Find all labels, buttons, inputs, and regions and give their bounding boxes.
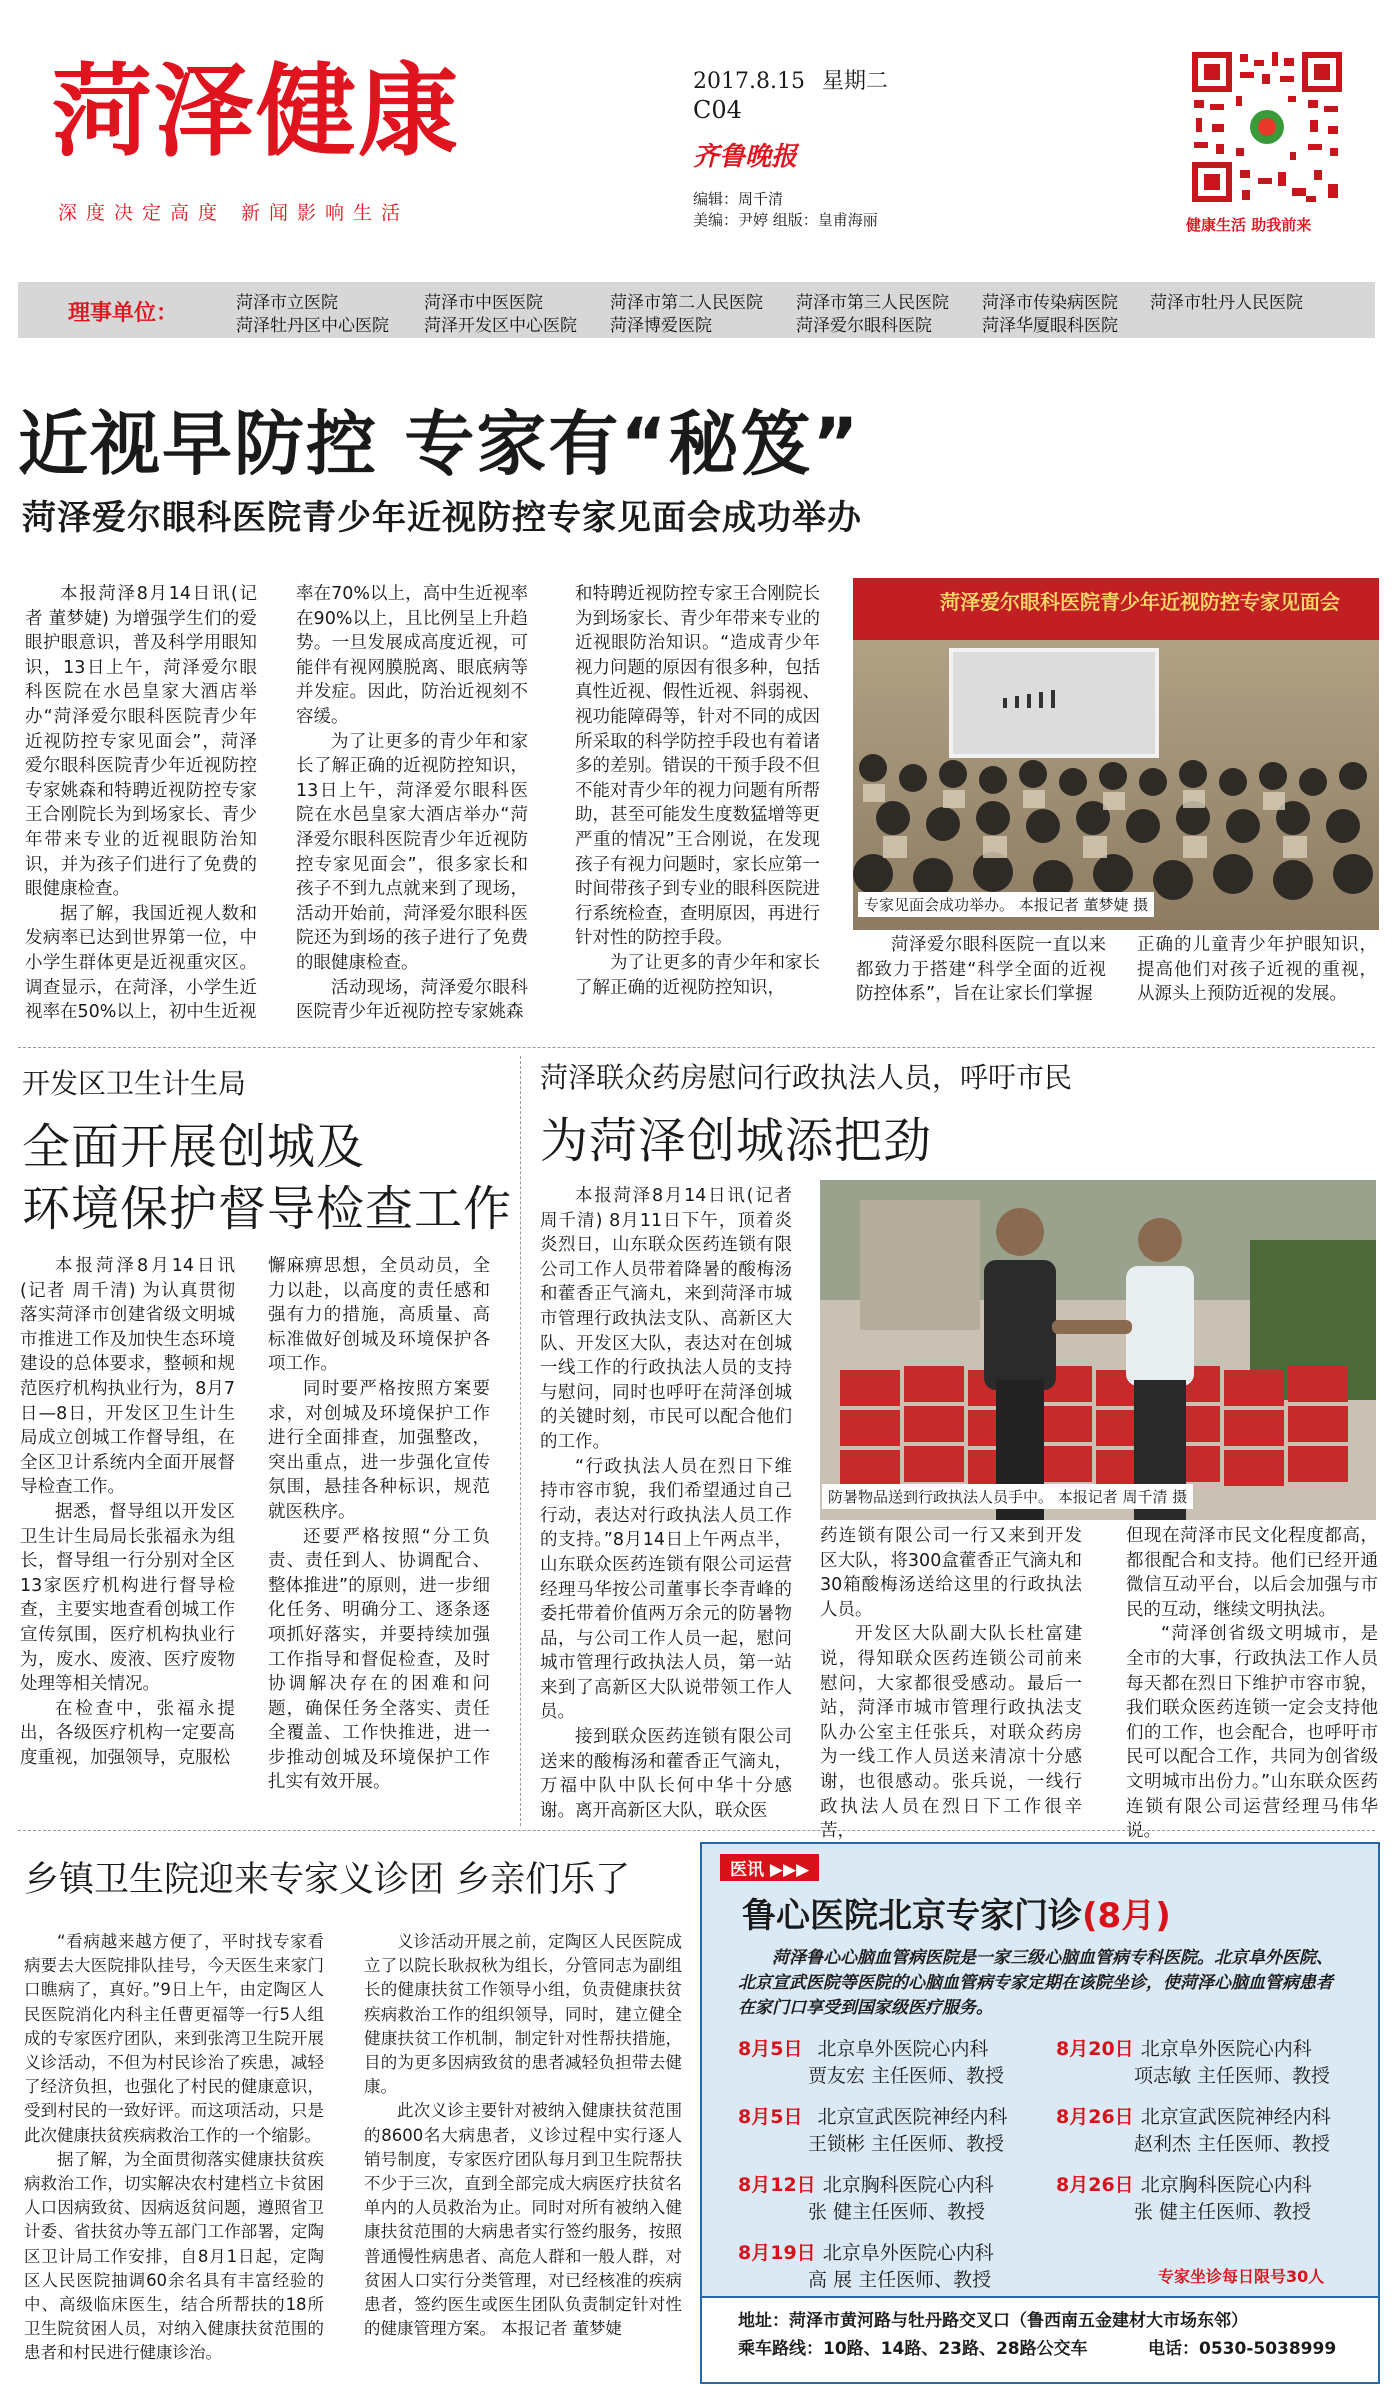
member-item: 菏泽市立医院 bbox=[236, 293, 338, 313]
paragraph: 懈麻痹思想，全员动员，全力以赴，以高度的责任感和强有力的措施，高质量、高标准做好创城及环境保护各项工作。 bbox=[268, 1256, 490, 1375]
paragraph: “行政执法人员在烈日下维持市容市貌，我们希望通过自己行动，表达对行政执法人员工作的支持。”8月14日上午两点半，山东联众医药连锁有限公司运营经理马华按公司董事长李青峰的委托带着价值两万余元的防暑物品，与公司工作人员一起，慰问城市管理行政执法人员，第一站来到了高新区大队说带领工作人员。 bbox=[540, 1456, 792, 1723]
masthead-tagline: 深度决定高度 新闻影响生活 bbox=[58, 202, 410, 224]
member-item: 菏泽牡丹区中心医院 bbox=[236, 316, 389, 336]
column-divider bbox=[520, 1056, 521, 1826]
paragraph: 本报菏泽8月14日讯(记者 周千清) 为认真贯彻落实菏泽市创建省级文明城市推进工作及加快生态环境建设的总体要求，整顿和规范医疗机构执业行为，8月7日—8日，开发区卫生计生局成立创城工作督导组，在全区卫计系统内全面开展督导检查工作。 bbox=[20, 1256, 235, 1498]
editor-credit: 编辑：周千清 bbox=[693, 190, 784, 208]
paragraph: 还要严格按照“分工负责、责任到人、协调配合、整体推进”的原则，进一步细化任务、明确分工、逐条逐项抓好落实，并要持续加强工作指导和督促检查，及时协调解决存在的困难和问题，确保任务全落实、责任全覆盖、工作快推进，进一步推动创城及环境保护工作扎实有效开展。 bbox=[268, 1526, 490, 1793]
section-divider bbox=[18, 1830, 1375, 1831]
ad-entry bbox=[1056, 2170, 1376, 2238]
story4-column-2 bbox=[364, 1930, 682, 2341]
ad-doctor: 张 健主任医师、教授 bbox=[808, 2201, 986, 2223]
ad-doctor: 项志敏 主任医师、教授 bbox=[1134, 2065, 1331, 2087]
ad-doctor: 王锁彬 主任医师、教授 bbox=[808, 2133, 1005, 2155]
ad-tag: 医讯 ▶▶▶ bbox=[720, 1854, 819, 1881]
paragraph: 据了解，为全面贯彻落实健康扶贫疾病救治工作，切实解决农村建档立卡贫困人口因病致贫、因病返贫问题，遵照省卫计委、省扶贫办等五部门工作部署，定陶区卫计局工作安排，自8月1日起，定陶区人民医院抽调60余名具有丰富经验的中、高级临床医生，结合所帮扶的18所卫生院贫困人员，对纳入健康扶贫范围的患者和村民进行健康诊治。 bbox=[24, 2149, 324, 2363]
lead-subhead: 菏泽爱尔眼科医院青少年近视防控专家见面会成功举办 bbox=[22, 498, 862, 538]
lead-headline: 近视早防控 专家有“秘笈” bbox=[18, 403, 861, 485]
ad-title-wrap bbox=[742, 1888, 1171, 1937]
member-item: 菏泽博爱医院 bbox=[610, 316, 712, 336]
ad-address: 地址：菏泽市黄河路与牡丹路交叉口（鲁西南五金建材大市场东邻） bbox=[738, 2311, 1248, 2331]
story3-column-1 bbox=[540, 1184, 792, 1823]
paragraph: 接到联众医药连锁有限公司送来的酸梅汤和藿香正气滴丸，万福中队中队长何中华十分感谢。离开高新区大队，联众医 bbox=[540, 1727, 792, 1821]
lead-column-3 bbox=[575, 582, 820, 1000]
ad-dept: 北京宣武医院神经内科 bbox=[817, 2106, 1008, 2128]
lead-column-1 bbox=[25, 582, 257, 1025]
ad-phone: 电话：0530-5038999 bbox=[1148, 2339, 1337, 2359]
hospital-ad bbox=[700, 1842, 1380, 2384]
story3-column-3 bbox=[1126, 1524, 1378, 1844]
handshake-photo bbox=[820, 1180, 1376, 1520]
ad-route: 乘车路线：10路、14路、23路、28路公交车 bbox=[738, 2339, 1088, 2359]
story2-headline-line1: 全面开展创城及 bbox=[22, 1119, 366, 1175]
paragraph: 据悉，督导组以开发区卫生计生局局长张福永为组长，督导组一行分别对全区13家医疗机构进行督导检查，主要实地查看创城工作宣传氛围，医疗机构执业行为，废水、废液、医疗废物处理等相关情况。 bbox=[20, 1501, 235, 1695]
ad-note: 专家坐诊每日限号30人 bbox=[1158, 2267, 1325, 2286]
ad-date: 8月26日 bbox=[1056, 2174, 1134, 2196]
paragraph: 开发区大队副大队长杜富建说，得知联众医药连锁公司前来慰问，大家都很受感动。最后一站，菏泽市城市管理行政执法支队办公室主任张兵，对联众药房为一线工作人员送来清凉十分感谢，也很感动。张兵说，一线行政执法人员在烈日下工作很辛苦， bbox=[820, 1624, 1082, 1842]
ad-entry bbox=[738, 2034, 1058, 2102]
qr-caption: 健康生活 助我前来 bbox=[1186, 216, 1312, 234]
member-item: 菏泽开发区中心医院 bbox=[424, 316, 577, 336]
paragraph: 为了让更多的青少年和家长了解正确的近视防控知识， bbox=[575, 952, 820, 998]
paragraph: 据了解，我国近视人数和发病率已达到世界第一位，中小学生群体更是近视重灾区。调查显示，在菏泽，小学生近视率在50%以上，初中生近视 bbox=[25, 903, 257, 1023]
story2-column-1 bbox=[20, 1254, 235, 1770]
paragraph: 正确的儿童青少年护眼知识，提高他们对孩子近视的重视，从源头上预防近视的发展。 bbox=[1137, 935, 1377, 1005]
ad-doctor: 贾友宏 主任医师、教授 bbox=[808, 2065, 1005, 2087]
paragraph: 和特聘近视防控专家王合刚院长为到场家长、青少年带来专业的近视眼防治知识。“造成青少年视力问题的原因有很多种，包括真性近视、假性近视、斜弱视、视功能障碍等，针对不同的成因所采取的科学防控手段也有着诸多的差别。错误的干预手段不但不能对青少年的视力问题有所帮助，甚至可能发生度数猛增等更严重的情况”王合刚说，在发现孩子有视力问题时，家长应第一时间带孩子到专业的眼科医院进行系统检查，查明原因，再进行针对性的防控手段。 bbox=[575, 584, 820, 949]
ad-dept: 北京阜外医院心内科 bbox=[1140, 2038, 1312, 2060]
issue-date bbox=[693, 64, 888, 95]
design-credit: 美编：尹婷 组版：皇甫海丽 bbox=[693, 211, 878, 229]
lead-photo bbox=[853, 578, 1379, 930]
paragraph: 活动现场，菏泽爱尔眼科医院青少年近视防控专家姚森 bbox=[296, 977, 528, 1023]
paper-logo: 齐鲁晚报 bbox=[693, 142, 798, 172]
ad-date: 8月5日 bbox=[738, 2106, 803, 2128]
members-label: 理事单位： bbox=[68, 301, 179, 326]
story3-photo-caption: 防暑物品送到行政执法人员手中。 本报记者 周千清 摄 bbox=[822, 1484, 1193, 1509]
story4-headline: 乡镇卫生院迎来专家义诊团 乡亲们乐了 bbox=[24, 1860, 631, 1900]
paragraph: 本报菏泽8月14日讯(记者 董梦婕) 为增强学生们的爱眼护眼意识，普及科学用眼知识，13日上午，菏泽爱尔眼科医院在水邑皇家大酒店举办“菏泽爱尔眼科医院青少年近视防控专家见面会”，菏泽爱尔眼科医院青少年近视防控专家姚森和特聘近视防控专家王合刚院长为到场家长、青少年带来专业的近视眼防治知识，并为孩子们进行了免费的眼健康检查。 bbox=[25, 584, 257, 900]
weekday: 星期二 bbox=[821, 69, 888, 94]
date: 2017.8.15 bbox=[693, 69, 805, 94]
ad-dept: 北京胸科医院心内科 bbox=[822, 2174, 994, 2196]
story2-kicker: 开发区卫生计生局 bbox=[22, 1067, 247, 1100]
story3-photo bbox=[820, 1180, 1376, 1520]
qr-code-graphic bbox=[1188, 48, 1346, 206]
qr-code bbox=[1188, 48, 1346, 206]
story3-kicker: 菏泽联众药房慰问行政执法人员，呼吁市民 bbox=[540, 1061, 1073, 1094]
ad-schedule-left bbox=[738, 2034, 1058, 2306]
paragraph: 为了让更多的青少年和家长了解正确的近视防控知识，13日上午，菏泽爱尔眼科医院在水邑皇家大酒店举办“菏泽爱尔眼科医院青少年近视防控专家见面会”，很多家长和孩子不到九点就来到了现场，活动开始前，菏泽爱尔眼科医院还为到场的孩子进行了免费的眼健康检查。 bbox=[296, 731, 528, 973]
ad-date: 8月12日 bbox=[738, 2174, 816, 2196]
story3-headline: 为菏泽创城添把劲 bbox=[540, 1113, 933, 1169]
story2-headline-line2: 环境保护督导检查工作 bbox=[22, 1181, 513, 1237]
member-item: 菏泽市传染病医院 bbox=[982, 293, 1118, 313]
ad-dept: 北京阜外医院心内科 bbox=[817, 2038, 989, 2060]
ad-dept: 北京阜外医院心内科 bbox=[822, 2242, 994, 2264]
member-item: 菏泽市中医医院 bbox=[424, 293, 543, 313]
story2-column-2 bbox=[268, 1254, 490, 1795]
paragraph: “菏泽创省级文明城市，是全市的大事，行政执法工作人员每天都在烈日下维护市容市貌，我们联众医药连锁一定会支持他们的工作，也会配合，也呼吁市民可以配合工作，共同为创省级文明城市出份力。”山东联众医药连锁有限公司运营经理马伟华说。 bbox=[1126, 1624, 1378, 1842]
paragraph: 义诊活动开展之前，定陶区人民医院成立了以院长耿叔秋为组长，分管同志为副组长的健康扶贫工作领导小组，负责健康扶贫疾病救治工作的组织领导，同时，建立健全健康扶贫工作机制，制定针对性帮扶措施，目的为更多因病致贫的患者减轻负担带去健康。 bbox=[364, 1932, 682, 2097]
story3-column-2 bbox=[820, 1524, 1082, 1844]
lead-column-4 bbox=[856, 933, 1106, 1007]
paragraph: 但现在菏泽市民文化程度都高，都很配合和支持。他们已经开通微信互动平台，以后会加强与市民的互动，继续文明执法。 bbox=[1126, 1526, 1378, 1620]
ad-date: 8月26日 bbox=[1056, 2106, 1134, 2128]
ad-month: (8月) bbox=[1082, 1896, 1171, 1936]
ad-title: 鲁心医院北京专家门诊 bbox=[742, 1896, 1082, 1936]
ad-doctor: 赵利杰 主任医师、教授 bbox=[1134, 2133, 1331, 2155]
page-number: C04 bbox=[693, 96, 742, 124]
ad-date: 8月5日 bbox=[738, 2038, 803, 2060]
paragraph: 率在70%以上，高中生近视率在90%以上，且比例呈上升趋势。一旦发展成高度近视，可能伴有视网膜脱离、眼底病等并发症。因此，防治近视刻不容缓。 bbox=[296, 584, 528, 727]
ad-entry bbox=[738, 2170, 1058, 2238]
paragraph: 菏泽爱尔眼科医院一直以来都致力于搭建“科学全面的近视防控体系”，旨在让家长们掌握 bbox=[856, 935, 1106, 1005]
member-item: 菏泽市第二人民医院 bbox=[610, 293, 763, 313]
ad-dept: 北京胸科医院心内科 bbox=[1140, 2174, 1312, 2196]
ad-date: 8月20日 bbox=[1056, 2038, 1134, 2060]
ad-entry bbox=[1056, 2102, 1376, 2170]
ad-intro: 菏泽鲁心心脑血管病医院是一家三级心脑血管病专科医院。北京阜外医院、北京宣武医院等医院的心脑血管病专家定期在该院坐诊，使菏泽心脑血管病患者在家门口享受到国家级医疗服务。 bbox=[738, 1948, 1333, 2018]
ad-doctor: 张 健主任医师、教授 bbox=[1134, 2201, 1312, 2223]
paragraph: “看病越来越方便了，平时找专家看病要去大医院排队挂号，今天医生来家门口瞧病了，真好。”9日上午，由定陶区人民医院消化内科主任曹更福等一行5人组成的专家医疗团队，来到张湾卫生院开展义诊活动，不但为村民诊治了疾患，减轻了经济负担，也强化了村民的健康意识，受到村民的一致好评。而这项活动，只是此次健康扶贫疾病救治工作的一个缩影。 bbox=[24, 1932, 324, 2145]
member-item: 菏泽华厦眼科医院 bbox=[982, 316, 1118, 336]
ad-date: 8月19日 bbox=[738, 2242, 816, 2264]
lead-photo-caption: 专家见面会成功举办。 本报记者 董梦婕 摄 bbox=[858, 892, 1154, 917]
paragraph: 此次义诊主要针对被纳入健康扶贫范围的8600名大病患者，义诊过程中实行逐人销号制度，专家医疗团队每月到卫生院帮扶不少于三次，直到全部完成大病医疗扶贫名单内的人员救治为止。同时对所有被纳入健康扶贫范围的大病患者实行签约服务，按照普通慢性病患者、高危人群和一般人群，对贫困人口实行分类管理，对已经核准的疾病患者，签约医生或医生团队负责制定针对性的健康管理方案。 本报记者 董梦婕 bbox=[364, 2101, 682, 2339]
lead-photo-banner: 菏泽爱尔眼科医院青少年近视防控专家见面会 bbox=[940, 590, 1340, 614]
paragraph: 药连锁有限公司一行又来到开发区大队，将300盒藿香正气滴丸和30箱酸梅汤送给这里的行政执法人员。 bbox=[820, 1526, 1082, 1620]
member-item: 菏泽爱尔眼科医院 bbox=[796, 316, 932, 336]
member-item: 菏泽市牡丹人民医院 bbox=[1150, 293, 1303, 313]
ad-doctor: 高 展 主任医师、教授 bbox=[808, 2269, 992, 2291]
ad-entry bbox=[738, 2102, 1058, 2170]
lead-column-2 bbox=[296, 582, 528, 1025]
paragraph: 同时要严格按照方案要求，对创城及环境保护工作进行全面排查，加强整改，突出重点，进一步强化宣传氛围，悬挂各种标识，规范就医秩序。 bbox=[268, 1378, 490, 1522]
masthead-title: 菏泽健康 bbox=[52, 53, 460, 170]
ad-schedule-right bbox=[1056, 2034, 1376, 2238]
story4-column-1 bbox=[24, 1930, 324, 2366]
ad-dept: 北京宣武医院神经内科 bbox=[1140, 2106, 1331, 2128]
section-divider bbox=[18, 1047, 1375, 1048]
paragraph: 在检查中，张福永提出，各级医疗机构一定要高度重视，加强领导，克服松 bbox=[20, 1698, 235, 1768]
lead-column-5 bbox=[1137, 933, 1377, 1007]
seminar-photo bbox=[853, 578, 1379, 930]
paragraph: 本报菏泽8月14日讯(记者 周千清) 8月11日下午，顶着炎炎烈日，山东联众医药连锁有限公司工作人员带着降暑的酸梅汤和藿香正气滴丸，来到菏泽市城市管理行政执法支队、高新区大队、开发区大队，表达对在创城一线工作的行政执法人员的支持与慰问，同时也呼吁在菏泽创城的关键时刻，市民可以配合他们的工作。 bbox=[540, 1186, 792, 1452]
ad-entry bbox=[1056, 2034, 1376, 2102]
member-item: 菏泽市第三人民医院 bbox=[796, 293, 949, 313]
